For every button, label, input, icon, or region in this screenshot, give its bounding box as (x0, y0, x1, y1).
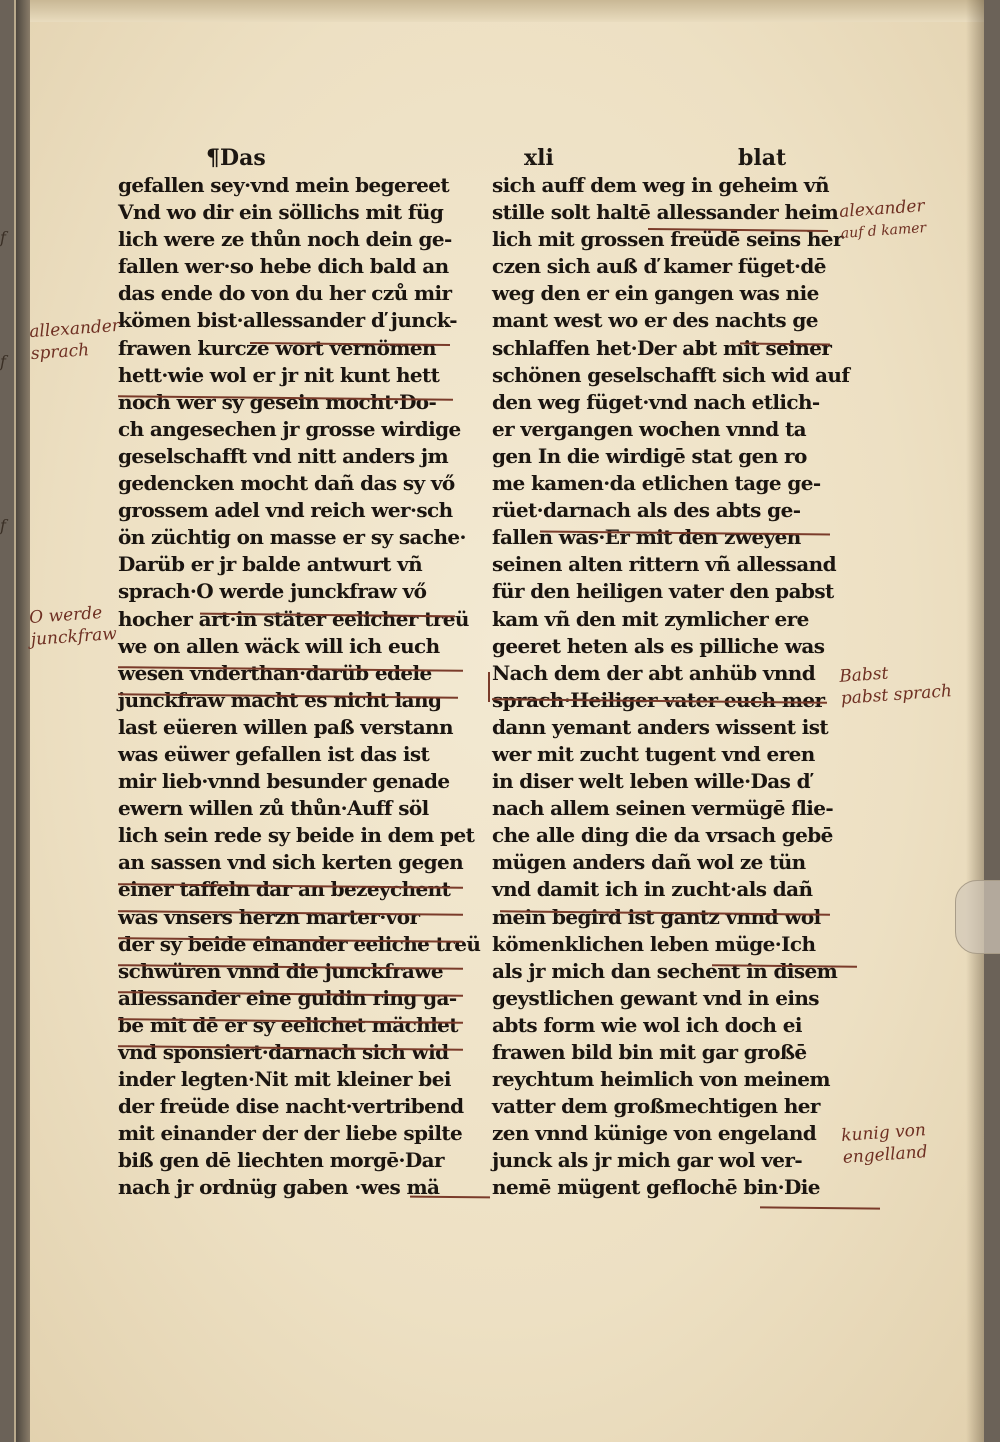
text-line: den weg füget·vnd nach etlich- (492, 389, 820, 414)
text-line: nach jr ordnüg gaben ·wes mä (118, 1175, 440, 1200)
text-line: allessander eine guldin ring ga- (118, 985, 457, 1010)
text-line: wesen vnderthan·darüb edele (118, 660, 432, 685)
marginal-note (29, 601, 118, 651)
text-line: in diser welt leben wille·Das ď (492, 769, 811, 794)
marginal-note-line: allexander (28, 315, 121, 343)
text-line: wer mit zucht tugent vnd eren (492, 741, 815, 766)
text-line: last eüeren willen paß verstann (118, 714, 453, 739)
binding-gutter (16, 0, 30, 1442)
page-top-edge (16, 0, 984, 22)
text-line: grossem adel vnd reich wer·sch (118, 498, 453, 523)
text-line: fallen wer·so hebe dich bald an (118, 254, 449, 279)
text-line: czen sich auß ď kamer füget·dē (492, 254, 826, 279)
text-line: geeret heten als es pilliche was (492, 633, 825, 658)
text-line: junckfraw macht es nicht lang (118, 687, 442, 712)
marginal-note (841, 1119, 929, 1169)
marginal-note-line: junckfraw (30, 623, 118, 650)
text-line: geselschafft vnd nitt anders jm (118, 443, 449, 468)
marginal-note-line: Babst (838, 663, 890, 687)
text-line: nach allem seinen vermügē flie- (492, 796, 834, 821)
marginal-note-line: pabst sprach (840, 681, 953, 709)
text-line: an sassen vnd sich kerten gegen (118, 850, 464, 875)
marginal-note (29, 315, 123, 365)
marginal-note-line: auf d kamer (840, 220, 927, 242)
text-line: mügen anders dañ wol ze tün (492, 850, 806, 875)
text-line: che alle ding die da vrsach gebē (492, 823, 833, 848)
text-line: geystlichen gewant vnd in eins (492, 985, 819, 1010)
edge-mark: f (0, 228, 6, 247)
text-line: vatter dem großmechtigen her (492, 1094, 820, 1119)
text-line: ön züchtig on masse er sy sache· (118, 525, 466, 550)
text-line: schwüren vnnd die junckfrawe (118, 958, 444, 983)
text-line: der sy beide einander eeliche treü (118, 931, 481, 956)
text-line: sprach·O werde junckfraw vő (118, 579, 427, 604)
text-line: me kamen·da etlichen tage ge- (492, 471, 821, 496)
running-head-text: Das (220, 145, 266, 171)
text-line: vnd sponsiert·darnach sich wid (118, 1040, 449, 1064)
text-line: seinen alten rittern vñ allessand (492, 552, 836, 577)
text-line: we on allen wäck will ich euch (118, 633, 440, 658)
text-line: dann yemant anders wissent ist (492, 714, 829, 739)
marginal-note-line: alexander (838, 196, 926, 222)
text-line: inder legten·Nit mit kleiner bei (118, 1067, 451, 1092)
text-line: gefallen sey·vnd mein begereet (118, 173, 450, 197)
text-line: kömenklichen leben müge·Ich (492, 931, 816, 956)
text-line: mant west wo er des nachts ge (492, 308, 818, 333)
marginal-note-line: O werde (28, 602, 103, 629)
page-shadow (966, 0, 984, 1442)
text-line: zen vnnd künige von engeland (492, 1121, 817, 1146)
text-line: noch wer sy gesein mocht·Do- (118, 389, 437, 414)
text-line: frawen kurcze wort vernömen (118, 335, 436, 360)
text-line: stille solt haltē allessander heim (492, 200, 839, 225)
marginal-note (839, 195, 927, 245)
text-line: reychtum heimlich von meinem (492, 1067, 830, 1092)
running-head-left (206, 145, 266, 171)
text-line: schönen geselschafft sich wid auf (492, 362, 850, 387)
text-line: für den heiligen vater den pabst (492, 579, 834, 604)
text-line: kömen bist·allessander ď junck- (118, 308, 457, 333)
text-line: sich auff dem weg in geheim vñ (492, 173, 829, 197)
text-line: Vnd wo dir ein söllichs mit füg (118, 200, 444, 225)
text-column-right (492, 172, 850, 1202)
text-line: lich mit grossen freüdē seins her (492, 227, 843, 252)
marginal-note-line: sprach (30, 340, 90, 365)
text-line: fallen was·Er mit den zweyen (492, 525, 801, 550)
text-line: Nach dem der abt anhüb vnnd (492, 660, 816, 685)
text-line: abts form wie wol ich doch ei (492, 1012, 802, 1037)
text-line: hett·wie wol er jr nit kunt hett (118, 362, 440, 387)
page-clip (955, 880, 1000, 954)
text-line: be mit dē er sy eelichet mächlet (118, 1012, 458, 1037)
text-line: lich were ze thůn noch dein ge- (118, 227, 452, 252)
text-line: sprach·Heiliger vater euch mer (492, 687, 825, 712)
text-line: was eüwer gefallen ist das ist (118, 741, 430, 766)
text-line: ch angesechen jr grosse wirdige (118, 416, 461, 441)
text-line: frawen bild bin mit gar großē (492, 1040, 807, 1064)
text-line: rüet·darnach als des abts ge- (492, 498, 801, 523)
text-line: gen In die wirdigē stat gen ro (492, 443, 807, 468)
paragraph-mark-icon: ¶ (206, 145, 220, 171)
text-line: einer taffeln dar an bezeychent (118, 877, 451, 902)
marginal-note-line: kunig von (840, 1120, 927, 1146)
folio-label: blat (738, 145, 787, 171)
text-line: vnd damit ich in zucht·als dañ (492, 877, 813, 902)
text-line: Darüb er jr balde antwurt vñ (118, 552, 423, 577)
edge-mark: f (0, 516, 6, 535)
marginal-note (839, 658, 953, 710)
text-line: er vergangen wochen vnnd ta (492, 416, 806, 441)
text-line: weg den er ein gangen was nie (492, 281, 819, 306)
text-line: mein begird ist gantz vnnd wol (492, 904, 821, 929)
text-line: schlaffen het·Der abt mit seiner (492, 335, 832, 360)
text-line: hocher art·in stäter eelicher treü (118, 606, 469, 631)
text-line: kam vñ den mit zymlicher ere (492, 606, 809, 631)
ink-bracket (488, 672, 490, 702)
text-line: ewern willen zů thůn·Auff söl (118, 796, 429, 821)
text-line: mit einander der der liebe spilte (118, 1121, 463, 1146)
text-line: als jr mich dan sechent in disem (492, 958, 838, 983)
folio-number: xli (524, 145, 554, 171)
text-line: biß gen dē liechten morgē·Dar (118, 1148, 444, 1173)
text-line: nemē mügent geflochē bin·Die (492, 1175, 820, 1200)
marginal-note-line: engelland (842, 1142, 929, 1168)
text-line: das ende do von du her czů mir (118, 281, 452, 306)
text-line: was vnsers herzn marter·vor (118, 904, 420, 929)
text-line: der freüde dise nacht·vertribend (118, 1094, 464, 1119)
edge-mark: f (0, 352, 6, 371)
text-line: junck als jr mich gar wol ver- (492, 1148, 803, 1173)
text-line: mir lieb·vnnd besunder genade (118, 769, 450, 794)
text-line: gedencken mocht dañ das sy vő (118, 471, 455, 496)
text-line: lich sein rede sy beide in dem pet (118, 823, 475, 848)
